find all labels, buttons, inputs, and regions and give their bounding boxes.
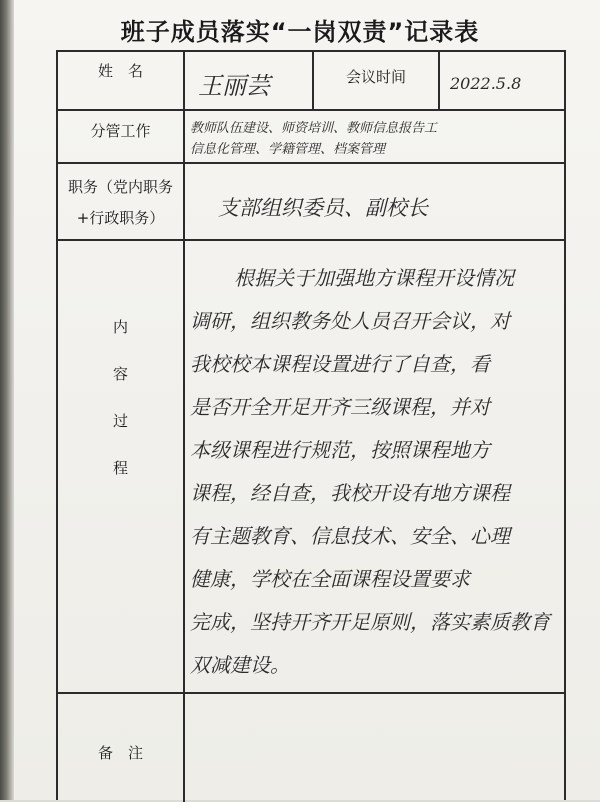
column-divider: [438, 52, 440, 109]
content-line: 完成，坚持开齐开足原则，落实素质教育: [190, 610, 550, 634]
content-line: 本级课程进行规范，按照课程地方: [190, 438, 490, 462]
content-label: [58, 304, 183, 492]
content-value: [190, 257, 562, 687]
remark-label: 备 注: [97, 744, 143, 762]
name-label: 姓 名: [97, 62, 143, 80]
row-divider: [58, 162, 564, 164]
duty-label: 分管工作: [90, 122, 151, 140]
row-divider: [58, 239, 564, 241]
position-label-line2: +行政职务）: [76, 209, 165, 227]
content-line: 我校校本课程设置进行了自查，看: [190, 352, 490, 376]
content-line: 调研，组织教务处人员召开会议，对: [190, 309, 510, 333]
position-label: [58, 172, 183, 234]
row-divider: [58, 109, 564, 111]
meeting-time-value: 2022.5.8: [450, 74, 522, 93]
meeting-time-label: 会议时间: [345, 68, 406, 86]
content-line: 课程，经自查，我校开设有地方课程: [190, 481, 510, 505]
duty-line: 教师队伍建设、师资培训、教师信息报告工: [190, 121, 438, 136]
content-label-char: 内: [112, 318, 128, 336]
record-table: [56, 50, 566, 800]
content-label-char: 程: [112, 459, 128, 477]
duty-value: [190, 118, 560, 160]
binding-gutter: [0, 0, 14, 800]
column-divider: [183, 52, 185, 802]
form-title: 班子成员落实“一岗双责”记录表: [120, 18, 480, 46]
content-line: 双减建设。: [190, 653, 290, 677]
content-line: 有主题教育、信息技术、安全、心理: [190, 524, 510, 548]
content-line: 根据关于加强地方课程开设情况: [234, 266, 514, 290]
content-line: 是否开全开足开齐三级课程，并对: [190, 395, 490, 419]
content-line: 健康，学校在全面课程设置要求: [190, 567, 470, 591]
position-label-line1: 职务（党内职务: [67, 178, 173, 196]
position-value: 支部组织委员、副校长: [218, 196, 428, 220]
content-label-char: 容: [112, 365, 128, 383]
duty-line: 信息化管理、学籍管理、档案管理: [190, 142, 386, 157]
row-divider: [58, 692, 564, 694]
name-value: 王丽芸: [198, 72, 270, 100]
content-label-char: 过: [112, 412, 128, 430]
